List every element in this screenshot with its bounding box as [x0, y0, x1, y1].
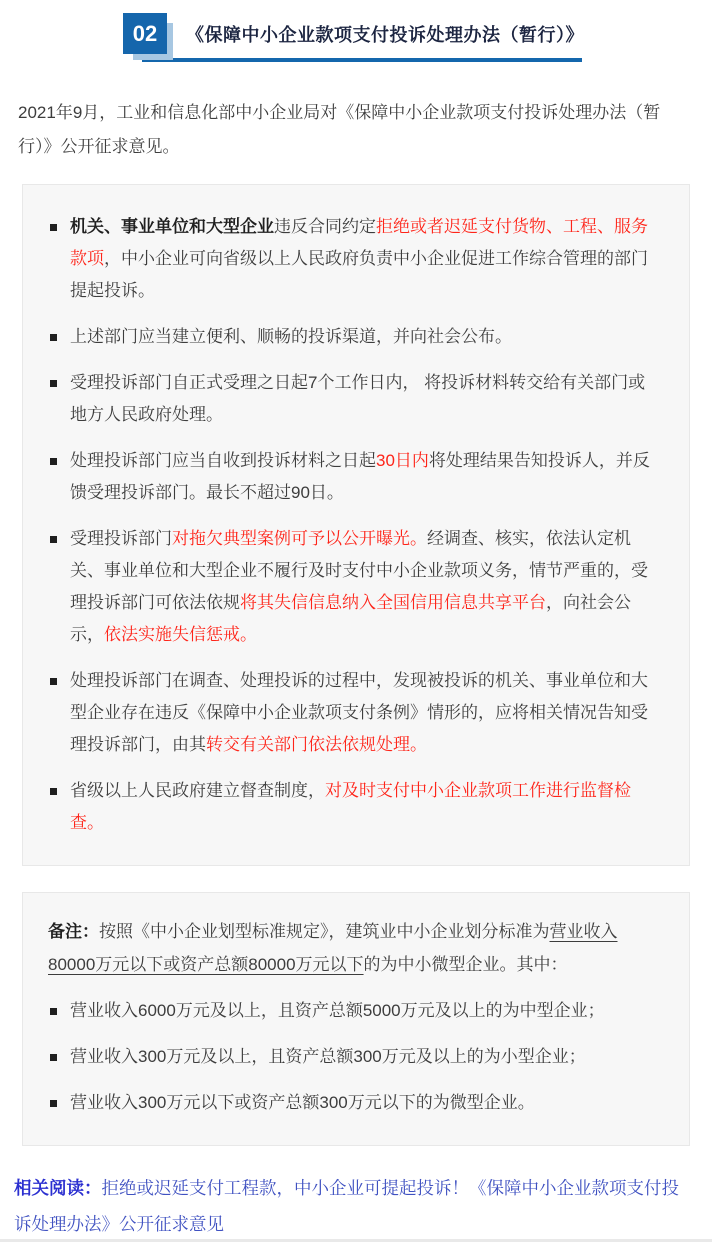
- policy-bullet-item: [47, 445, 661, 509]
- section-header: [0, 12, 712, 82]
- text-segment-red: 对及时支付中小企业款项工作进行监督检查。: [70, 781, 631, 832]
- text-segment: 处理投诉部门应当自收到投诉材料之日起: [70, 451, 376, 470]
- intro-paragraph: 2021年9月，工业和信息化部中小企业局对《保障中小企业款项支付投诉处理办法（暂行）》公开征求意见。: [18, 103, 661, 156]
- bullet-text: [70, 321, 512, 353]
- bullet-square-icon: [50, 678, 57, 685]
- bullet-square-icon: [50, 536, 57, 543]
- bullet-text: [70, 367, 661, 431]
- text-segment: 省级以上人民政府建立督查制度，: [70, 781, 325, 800]
- bullet-text: [70, 1087, 535, 1119]
- note-intro: [48, 915, 661, 981]
- section-title: 《保障中小企业款项支付投诉处理办法（暂行）》: [186, 25, 584, 45]
- text-segment-red: 拒绝或者迟延支付货物、工程、服务款项: [70, 217, 648, 268]
- text-segment: 受理投诉部门自正式受理之日起7个工作日内， 将投诉材料转交给有关部门或地方人民政府处理。: [70, 373, 646, 424]
- text-segment: 按照《中小企业划型标准规定》，建筑业中小企业划分标准为: [99, 922, 550, 941]
- bullet-square-icon: [50, 1100, 57, 1107]
- bullet-text: [70, 445, 661, 509]
- bullet-text: [70, 775, 661, 839]
- bullet-text: [70, 995, 605, 1027]
- bullet-text: [70, 211, 661, 307]
- bullet-text: [70, 665, 661, 761]
- text-segment: 营业收入300万元及以上，且资产总额300万元及以上的为小型企业；: [70, 1047, 586, 1066]
- note-bullet-list: [47, 995, 661, 1119]
- note-bullet-item: [47, 995, 661, 1027]
- text-segment: ，向社会公示，: [70, 593, 631, 644]
- text-segment: 上述部门应当建立便利、顺畅的投诉渠道，并向社会公布。: [70, 327, 512, 346]
- bullet-square-icon: [50, 1008, 57, 1015]
- text-segment-bold: 备注：: [48, 922, 99, 941]
- note-box: [22, 892, 690, 1146]
- related-reading: [14, 1170, 694, 1242]
- policy-points-box: [22, 184, 690, 866]
- related-reading-label: 相关阅读：: [14, 1178, 102, 1198]
- bullet-square-icon: [50, 334, 57, 341]
- text-segment: 违反合同约定: [274, 217, 376, 236]
- bullet-square-icon: [50, 458, 57, 465]
- text-segment: 处理投诉部门在调查、处理投诉的过程中，发现被投诉的机关、事业单位和大型企业存在违反《保障中小企业款项支付条例》情形的，应将相关情况告知受理投诉部门，由其: [70, 671, 648, 754]
- bullet-square-icon: [50, 380, 57, 387]
- bullet-square-icon: [50, 224, 57, 231]
- text-segment: 将处理结果告知投诉人，并反馈受理投诉部门。最长不超过90日。: [70, 451, 650, 502]
- note-bullet-item: [47, 1087, 661, 1119]
- policy-bullet-item: [47, 367, 661, 431]
- bullet-square-icon: [50, 788, 57, 795]
- text-segment: 受理投诉部门: [70, 529, 172, 548]
- related-reading-link[interactable]: 拒绝或迟延支付工程款，中小企业可提起投诉！《保障中小企业款项支付投诉处理办法》公开征求意见: [14, 1178, 679, 1234]
- text-segment-underline: 营业收入80000万元以下或资产总额80000万元以下: [48, 922, 618, 974]
- text-segment: 营业收入300万元以下或资产总额300万元以下的为微型企业。: [70, 1093, 535, 1112]
- text-segment-bold: 机关、事业单位和大型企业: [70, 217, 274, 236]
- text-segment: ，中小企业可向省级以上人民政府负责中小企业促进工作综合管理的部门提起投诉。: [70, 249, 648, 300]
- bullet-text: [70, 523, 661, 651]
- text-segment: 营业收入6000万元及以上，且资产总额5000万元及以上的为中型企业；: [70, 1001, 605, 1020]
- policy-bullet-item: [47, 665, 661, 761]
- text-segment-red: 依法实施失信惩戒。: [104, 625, 257, 644]
- section-number-badge: 02: [123, 13, 167, 54]
- policy-bullet-item: [47, 211, 661, 307]
- bullet-text: [70, 1041, 586, 1073]
- note-bullet-item: [47, 1041, 661, 1073]
- text-segment-red: 将其失信信息纳入全国信用信息共享平台: [240, 593, 546, 612]
- text-segment: 经调查、核实，依法认定机关、事业单位和大型企业不履行及时支付中小企业款项义务，情节严重的，受理投诉部门可依法依规: [70, 529, 648, 612]
- title-underline: [142, 58, 582, 62]
- text-segment-red: 转交有关部门依法依规处理。: [206, 735, 427, 754]
- policy-bullet-item: [47, 523, 661, 651]
- bullet-square-icon: [50, 1054, 57, 1061]
- text-segment-red: 30日内: [376, 451, 429, 470]
- policy-bullet-item: [47, 321, 661, 353]
- text-segment-red: 对拖欠典型案例可予以公开曝光。: [172, 529, 427, 548]
- text-segment: 的为中小微型企业。其中：: [363, 955, 568, 974]
- policy-bullet-item: [47, 775, 661, 839]
